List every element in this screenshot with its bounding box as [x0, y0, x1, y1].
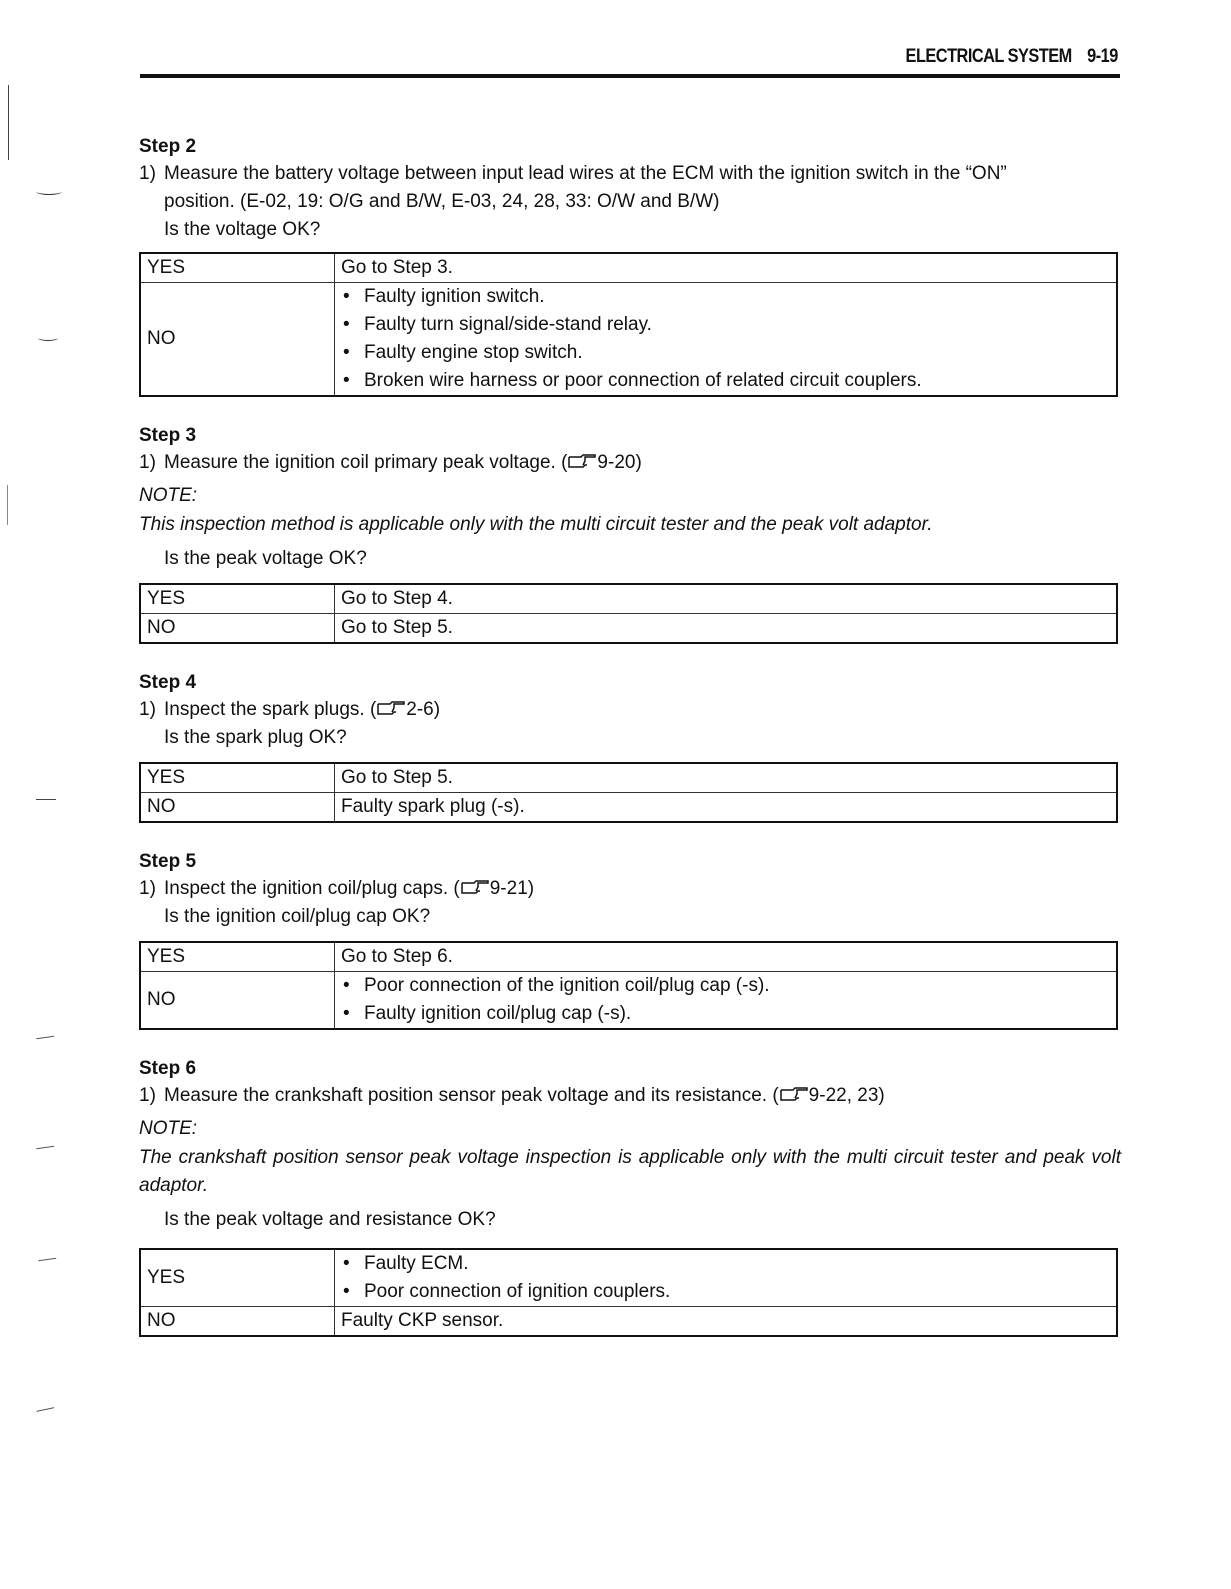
table-row-no	[140, 793, 1117, 823]
yes-result: Go to Step 6.	[335, 942, 1118, 972]
instruction-text: Measure the crankshaft position sensor peak voltage and its resistance. (	[164, 1085, 779, 1106]
step-2	[139, 134, 1121, 397]
instruction-text: Inspect the spark plugs. (	[164, 699, 377, 720]
yes-no-table	[139, 252, 1118, 397]
cause-list	[341, 1250, 1110, 1306]
bullet-icon: •	[343, 342, 350, 363]
pointing-hand-reference-icon	[567, 450, 597, 466]
reference-page[interactable]: 9-20)	[597, 452, 642, 473]
yes-no-table	[139, 762, 1118, 823]
reference-page[interactable]: 9-22, 23)	[808, 1085, 885, 1106]
note-text: The crankshaft position sensor peak voltage inspection is applicable only with the multi circuit tester and peak volt adaptor.	[139, 1147, 1121, 1196]
header-title	[906, 46, 1118, 68]
no-result: Go to Step 5.	[335, 614, 1118, 644]
yes-result	[335, 1249, 1118, 1307]
step-4	[139, 670, 1121, 823]
list-item: • Poor connection of the ignition coil/plug cap (-s).	[341, 972, 1110, 1000]
note-text: This inspection method is applicable only with the multi circuit tester and the peak volt adaptor.	[139, 514, 933, 535]
table-row-yes	[140, 763, 1117, 793]
table-row-no	[140, 972, 1117, 1030]
step-6	[139, 1056, 1121, 1337]
instruction-text-continued: position. (E-02, 19: O/G and B/W, E-03, 24, 28, 33: O/W and B/W)	[164, 191, 720, 212]
step-title: Step 2	[139, 136, 197, 157]
step-instruction	[139, 160, 1121, 188]
step-title: Step 5	[139, 851, 197, 872]
no-result: Faulty CKP sensor.	[335, 1307, 1118, 1337]
bullet-icon: •	[343, 370, 350, 391]
instruction-number: 1)	[139, 163, 156, 184]
note-label: NOTE:	[139, 1118, 198, 1139]
note-label: NOTE:	[139, 485, 198, 506]
scan-mark	[36, 1403, 55, 1412]
step-3	[139, 423, 1121, 644]
yes-label: YES	[140, 253, 335, 283]
list-item: • Faulty turn signal/side-stand relay.	[341, 311, 1110, 339]
scan-mark	[38, 1254, 57, 1261]
scan-mark	[8, 85, 9, 160]
cause-list	[341, 283, 1110, 395]
yes-label: YES	[140, 763, 335, 793]
yes-no-table	[139, 941, 1118, 1030]
instruction-number: 1)	[139, 699, 156, 720]
list-item: • Faulty engine stop switch.	[341, 339, 1110, 367]
yes-label: YES	[140, 1249, 335, 1307]
yes-result: Go to Step 3.	[335, 253, 1118, 283]
step-title: Step 4	[139, 672, 197, 693]
bullet-icon: •	[343, 1253, 350, 1274]
instruction-number: 1)	[139, 452, 156, 473]
scan-mark	[36, 1032, 55, 1039]
section-title: ELECTRICAL SYSTEM	[905, 46, 1072, 67]
step-question: Is the peak voltage and resistance OK?	[164, 1209, 496, 1230]
table-row-no	[140, 1307, 1117, 1337]
instruction-number: 1)	[139, 1085, 156, 1106]
yes-label: YES	[140, 942, 335, 972]
step-title: Step 3	[139, 425, 197, 446]
list-item: • Faulty ECM.	[341, 1250, 1110, 1278]
yes-label: YES	[140, 584, 335, 614]
step-title: Step 6	[139, 1058, 197, 1079]
bullet-icon: •	[343, 314, 350, 335]
no-result	[335, 283, 1118, 397]
step-question: Is the voltage OK?	[164, 219, 321, 240]
pointing-hand-reference-icon	[779, 1083, 809, 1099]
pointing-hand-reference-icon	[376, 697, 406, 713]
cause-list	[341, 972, 1110, 1028]
list-item: • Faulty ignition switch.	[341, 283, 1110, 311]
bullet-icon: •	[343, 1281, 350, 1302]
no-label: NO	[140, 972, 335, 1030]
scan-mark	[38, 335, 58, 341]
page-number: 9-19	[1087, 46, 1118, 67]
reference-page[interactable]: 9-21)	[489, 878, 535, 899]
scan-mark	[36, 795, 56, 800]
reference-page[interactable]: 2-6)	[406, 699, 441, 720]
table-row-yes	[140, 253, 1117, 283]
scan-mark	[7, 485, 8, 525]
document-body	[139, 134, 1121, 1337]
scan-mark	[36, 1142, 55, 1149]
scan-mark	[36, 188, 62, 195]
step-question: Is the peak voltage OK?	[164, 548, 367, 569]
bullet-icon: •	[343, 975, 350, 996]
table-row-no	[140, 283, 1117, 397]
no-result	[335, 972, 1118, 1030]
step-instruction	[139, 875, 1121, 903]
yes-no-table	[139, 583, 1118, 644]
table-row-yes	[140, 942, 1117, 972]
instruction-text: Inspect the ignition coil/plug caps. (	[164, 878, 460, 899]
step-instruction	[139, 449, 1121, 477]
instruction-text: Measure the ignition coil primary peak voltage. (	[164, 452, 568, 473]
page-header	[140, 44, 1120, 78]
bullet-icon: •	[343, 286, 350, 307]
list-item: • Poor connection of ignition couplers.	[341, 1278, 1110, 1306]
step-5	[139, 849, 1121, 1030]
no-label: NO	[140, 614, 335, 644]
yes-result: Go to Step 4.	[335, 584, 1118, 614]
pointing-hand-reference-icon	[460, 876, 490, 892]
instruction-number: 1)	[139, 878, 156, 899]
no-label: NO	[140, 793, 335, 823]
step-question: Is the ignition coil/plug cap OK?	[164, 906, 431, 927]
table-row-no	[140, 614, 1117, 644]
no-result: Faulty spark plug (-s).	[335, 793, 1118, 823]
bullet-icon: •	[343, 1003, 350, 1024]
no-label: NO	[140, 1307, 335, 1337]
list-item: • Broken wire harness or poor connection of related circuit couplers.	[341, 367, 1110, 395]
table-row-yes	[140, 1249, 1117, 1307]
no-label: NO	[140, 283, 335, 397]
step-instruction	[139, 1082, 1121, 1110]
yes-no-table	[139, 1248, 1118, 1337]
step-instruction	[139, 696, 1121, 724]
step-question: Is the spark plug OK?	[164, 727, 347, 748]
table-row-yes	[140, 584, 1117, 614]
list-item: • Faulty ignition coil/plug cap (-s).	[341, 1000, 1110, 1028]
yes-result: Go to Step 5.	[335, 763, 1118, 793]
instruction-text: Measure the battery voltage between input lead wires at the ECM with the ignition switch in the “ON”	[164, 163, 1007, 184]
